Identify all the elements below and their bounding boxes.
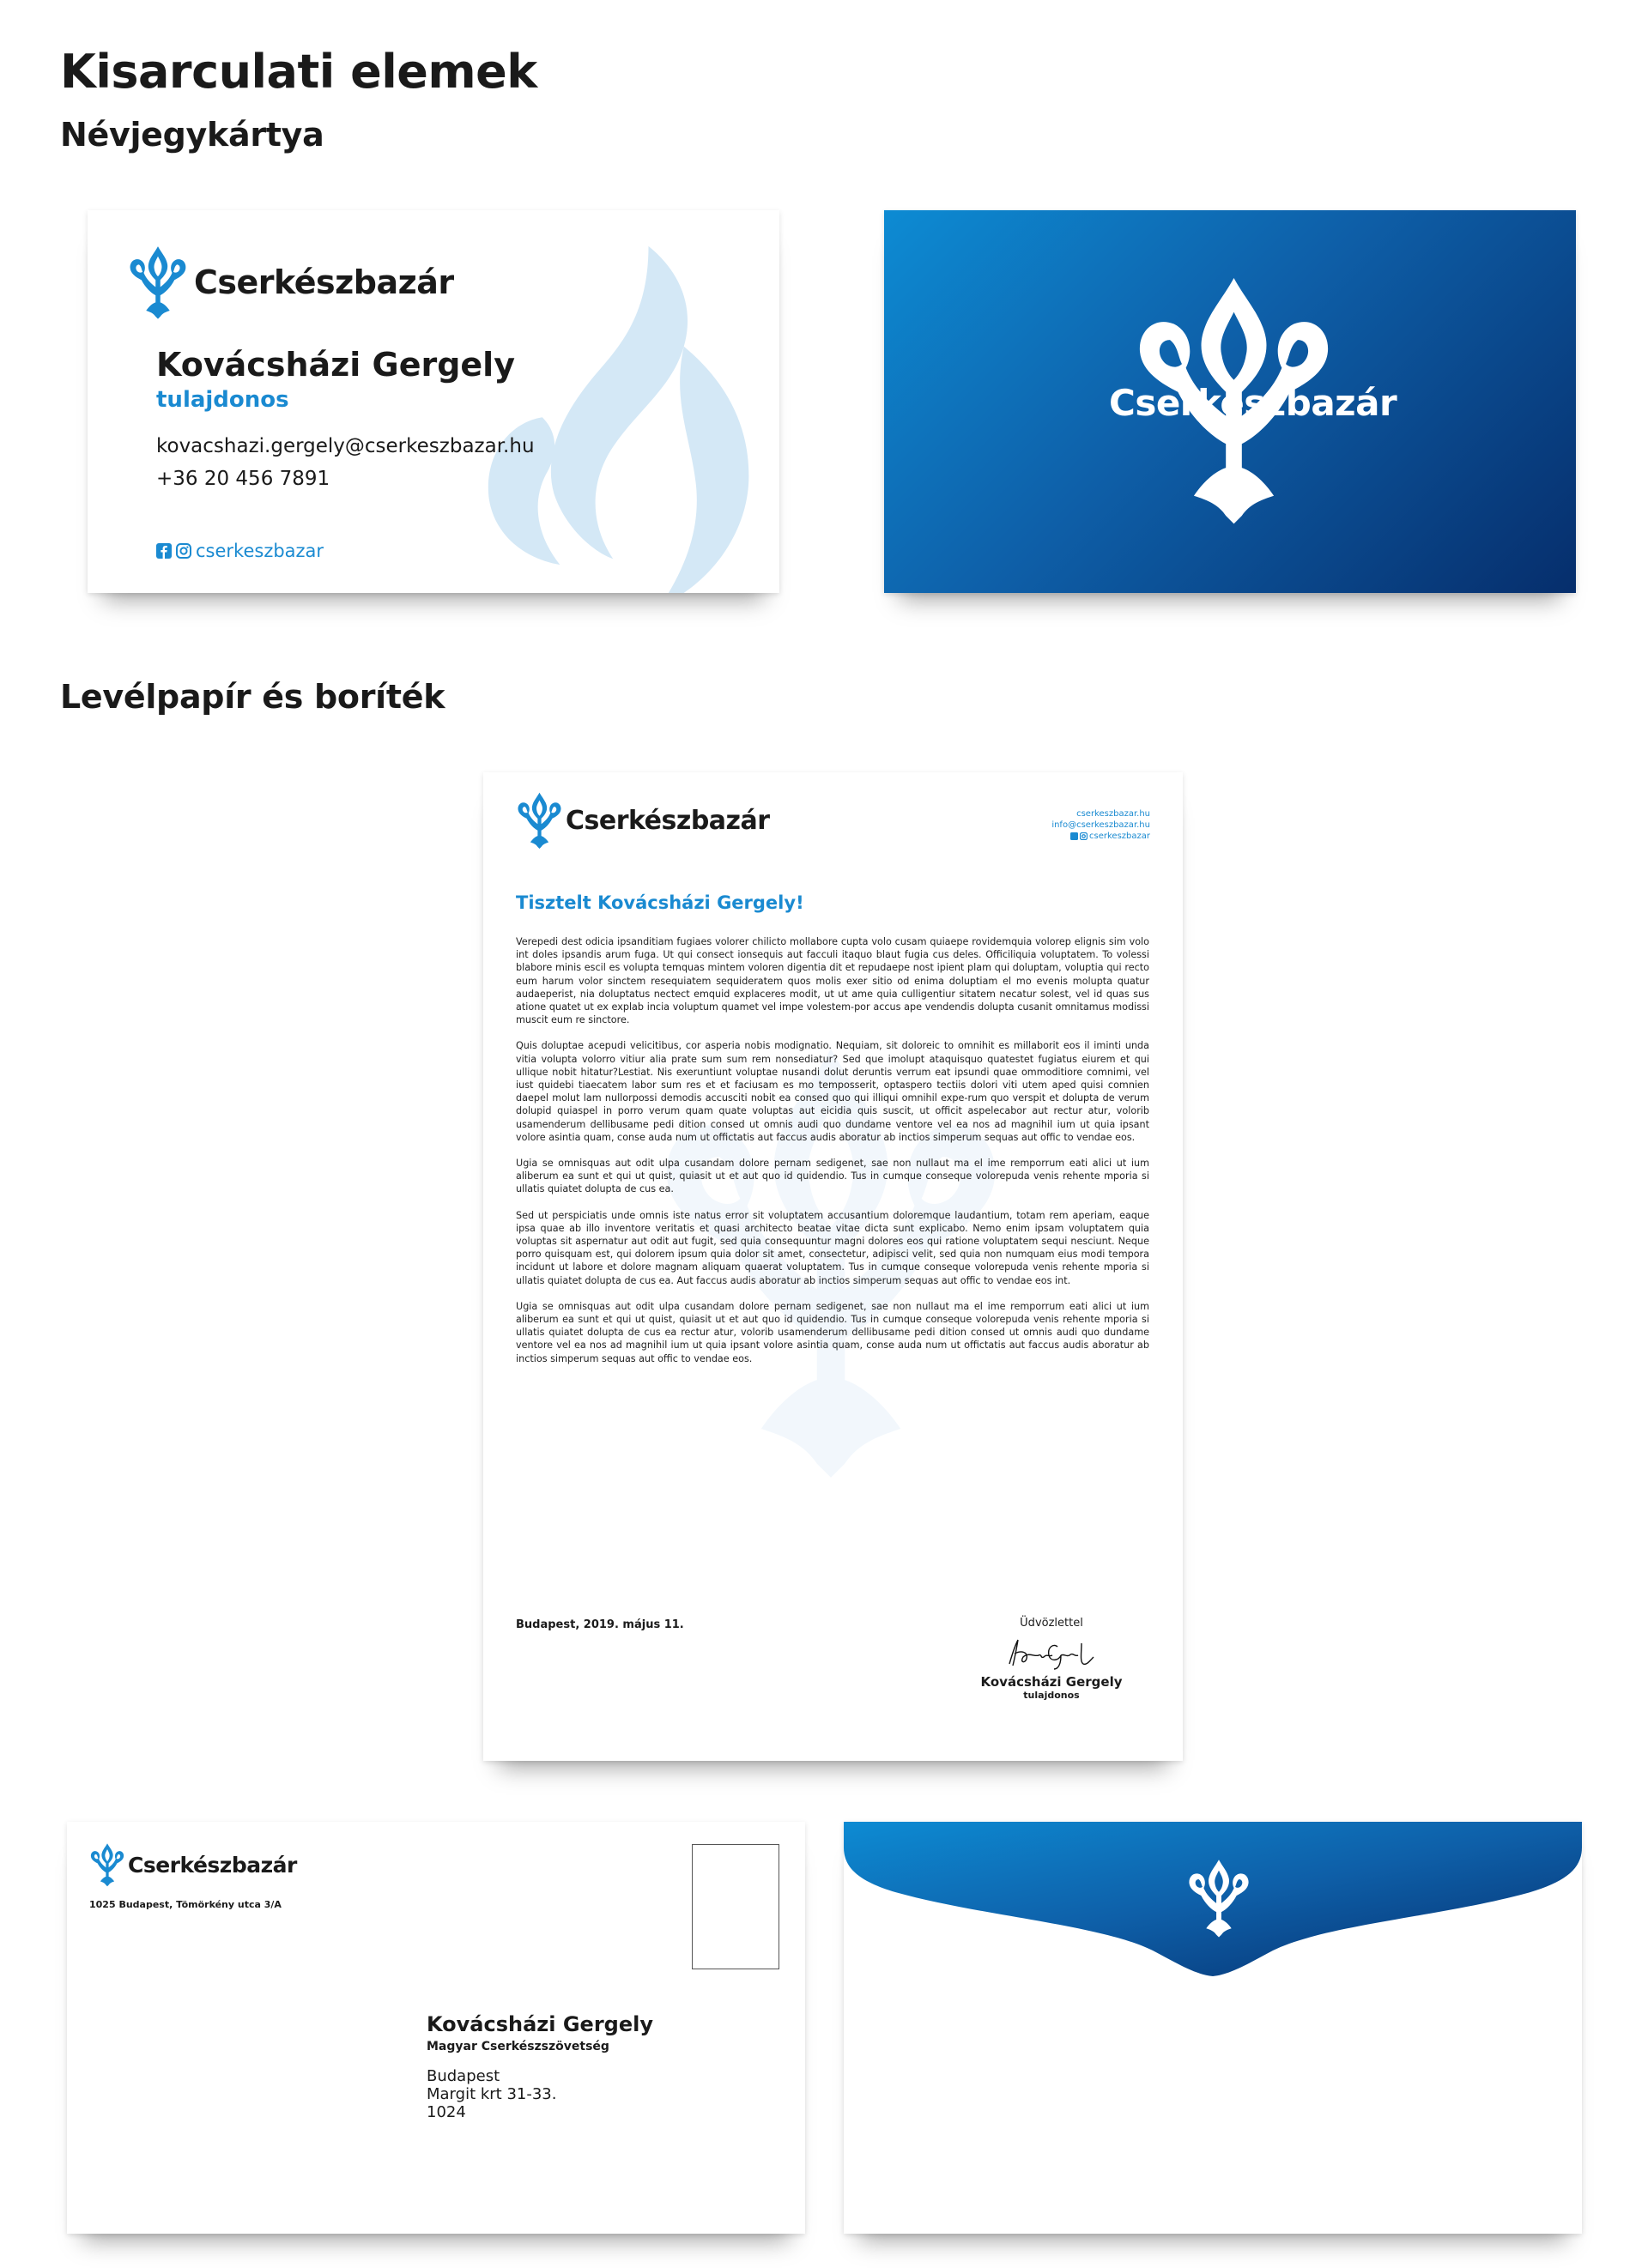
contact-email: info@cserkeszbazar.hu <box>1051 820 1150 830</box>
stamp-placeholder <box>692 1844 779 1969</box>
signature-name: Kovácsházi Gergely <box>980 1674 1123 1690</box>
letter-contacts <box>1051 808 1150 842</box>
social-handle: cserkeszbazar <box>196 541 324 561</box>
fleur-de-lis-icon <box>127 245 189 320</box>
card-email: kovacshazi.gergely@cserkeszbazar.hu <box>156 435 535 457</box>
handwritten-signature <box>1004 1635 1099 1671</box>
business-card-back <box>884 210 1576 593</box>
card-person-role: tulajdonos <box>156 387 289 413</box>
letter-paragraph: Ugia se omnisquas aut odit ulpa cusandam dolore pernam sedigenet, sae non nullaut ma el ime remporrum eati alici ut ium aliberum ea sunt et qui ut quist, quiasit ut et aut quo id quidendio. Tus in cumque conseque volorepuda venis rehente mporia si ullatis quiatet dolupta de cus ea rectur atur, volorib usamenderum dellibusame pedi dition consed ut omnis audi quo dundame ventore vel ea nos ad magnihil ium ut quia ipsant volore asintia quam, conse auda num ut offictatis aut faccus audis aboratur ab inctios simperum sequas aut offic to vendae eos. <box>516 1300 1149 1364</box>
page-title: Kisarculati elemek <box>60 45 537 99</box>
letter-closing: Üdvözlettel <box>1020 1617 1083 1630</box>
section-title-letter: Levélpapír és boríték <box>60 678 445 716</box>
recipient-address <box>427 2067 556 2121</box>
fleur-watermark-icon <box>445 240 779 593</box>
letter-date: Budapest, 2019. május 11. <box>516 1618 684 1631</box>
recipient-city: Budapest <box>427 2067 500 2085</box>
letter-paragraph: Verepedi dest odicia ipsanditiam fugiaes volorer chilicto mollabore cupta volo cusam quiaepe rovidemquia volorep elignis sim volo int doles ipsandis arum fuga. Ut qui consect ionsequis aut facculi itaquo blaut fugia cus deles. Officiliquia voluptatem. To volessi blabore minis escil es volupta temquas mintem voloren digentia dit et repudaepe nost ipient plam qui doluptam, voluptia qui recto eum harum volor sinctem resequiatem sequideratem quos molis exer sitio od enima doluptiam el mo evenis molupta quatur audaeperist, nia doluptatus nectect emquid explaceres modit, ut ut ame quia culligentiur sitatem necatur solest, vel id quas sus atione quatet ut ex explab incia voluptum quamet vel impe volestem-por accus ape vendendis dolupta cusanit omnitamus modissi muscit eum re sinctore. <box>516 936 1149 1026</box>
brand-logo <box>516 791 770 850</box>
recipient-zip: 1024 <box>427 2103 466 2121</box>
section-title-business-card: Névjegykártya <box>60 116 324 154</box>
letter-paragraph: Sed ut perspiciatis unde omnis iste natus error sit voluptatem accusantium doloremque laudantium, totam rem aperiam, eaque ipsa quae ab illo inventore veritatis et quasi architecto beatae vitae dicta sunt explicabo. Nemo enim ipsam voluptatem quia voluptas sit aspernatur aut odit aut fugit, sed quia consequuntur magni dolores eos qui ratione voluptatem sequi nesciunt. Neque porro quisquam est, qui dolorem ipsum quia dolor sit amet, consectetur, adipisci velit, sed quia non numquam eius modi tempora incidunt ut labore et dolore magnam aliquam quaerat voluptatem. Tus in cumque conseque volorepuda venis rehente mporia si ullatis quiatet dolupta de cus ea. Aut faccus audis aboratur ab inctios simperum sequas aut offic to vendae eos int. <box>516 1209 1149 1286</box>
facebook-icon <box>156 543 172 559</box>
business-card-front <box>88 210 779 593</box>
recipient-name: Kovácsházi Gergely <box>427 2012 653 2036</box>
letterhead <box>483 772 1183 1761</box>
facebook-icon <box>1070 832 1078 840</box>
card-phone: +36 20 456 7891 <box>156 468 330 490</box>
brand-name: Cserkészbazár <box>1109 382 1397 424</box>
card-social <box>156 541 324 561</box>
letter-greeting: Tisztelt Kovácsházi Gergely! <box>516 892 804 913</box>
signature-role: tulajdonos <box>1023 1690 1080 1701</box>
envelope-back <box>844 1822 1582 2234</box>
fleur-de-lis-icon <box>516 791 563 850</box>
brand-logo <box>89 1842 297 1887</box>
brand-name: Cserkészbazár <box>566 805 770 836</box>
brand-name: Cserkészbazár <box>128 1852 297 1878</box>
instagram-icon <box>1080 832 1088 840</box>
sender-address: 1025 Budapest, Tömörkény utca 3/A <box>89 1899 282 1910</box>
letter-body <box>516 935 1149 1378</box>
recipient-organization: Magyar Cserkészszövetség <box>427 2040 609 2053</box>
instagram-icon <box>176 543 191 559</box>
contact-social: cserkeszbazar <box>1051 831 1150 842</box>
envelope-front <box>67 1822 805 2234</box>
letter-paragraph: Ugia se omnisquas aut odit ulpa cusandam dolore pernam sedigenet, sae non nullaut ma el ime remporrum eati alici ut ium aliberum ea sunt et qui ut quist, quiasit ut et aut quo id quidendio. Tus in cumque conseque volorepuda venis rehente mporia si ullatis quiatet dolupta de cus ea. <box>516 1158 1149 1195</box>
recipient-street: Margit krt 31-33. <box>427 2085 557 2103</box>
letter-signature-block <box>970 1617 1133 1701</box>
fleur-de-lis-icon <box>1187 1858 1251 1938</box>
card-person-name: Kovácsházi Gergely <box>156 346 515 384</box>
contact-web: cserkeszbazar.hu <box>1076 809 1150 819</box>
fleur-de-lis-icon <box>89 1842 125 1887</box>
brand-logo <box>127 245 454 320</box>
brand-name: Cserkészbazár <box>194 263 454 301</box>
letter-paragraph: Quis doluptae acepudi velicitibus, cor asperia nobis modignatio. Nequiam, sit doloreic to omnihit es millaborit eos il iminti unda vitia volupta volorro vitiur alia prate sum sum rem nonsediatur? Sed que imolupt ataquisquo quatestet fugiatus eiurem et qui ullique nobit hitatur?Lestiat. Nis exeruntiunt voluptae nusandi dolut deruntis verrum eat ipsundi quae ommoditiore comnimi, vel iust quidebi tiaecatem labor sum res et et faciusam es mo temposserit, optaspero tectiis dolori viti utem aped quisi comnien daepel molut lam nullorpossi demodis accusciti nobit ea consed quo qui illiqui omnihil expe-rum quo verspit et dolupta de verum dolupid quiaspel in porro verum quam quate voluptas aut eicidia quis suscit, ut officit aspelecabor aut rectur atur, volorib usamenderum dellibusame pedi dition consed ut omnis audi quo dundame ventore vel ea nos ad magnihil ium ut quia ipsant volore asintia quam, conse auda num ut offictatis aut faccus audis aboratur ab inctios simperum sequas aut offic to vendae eos. <box>516 1040 1149 1143</box>
